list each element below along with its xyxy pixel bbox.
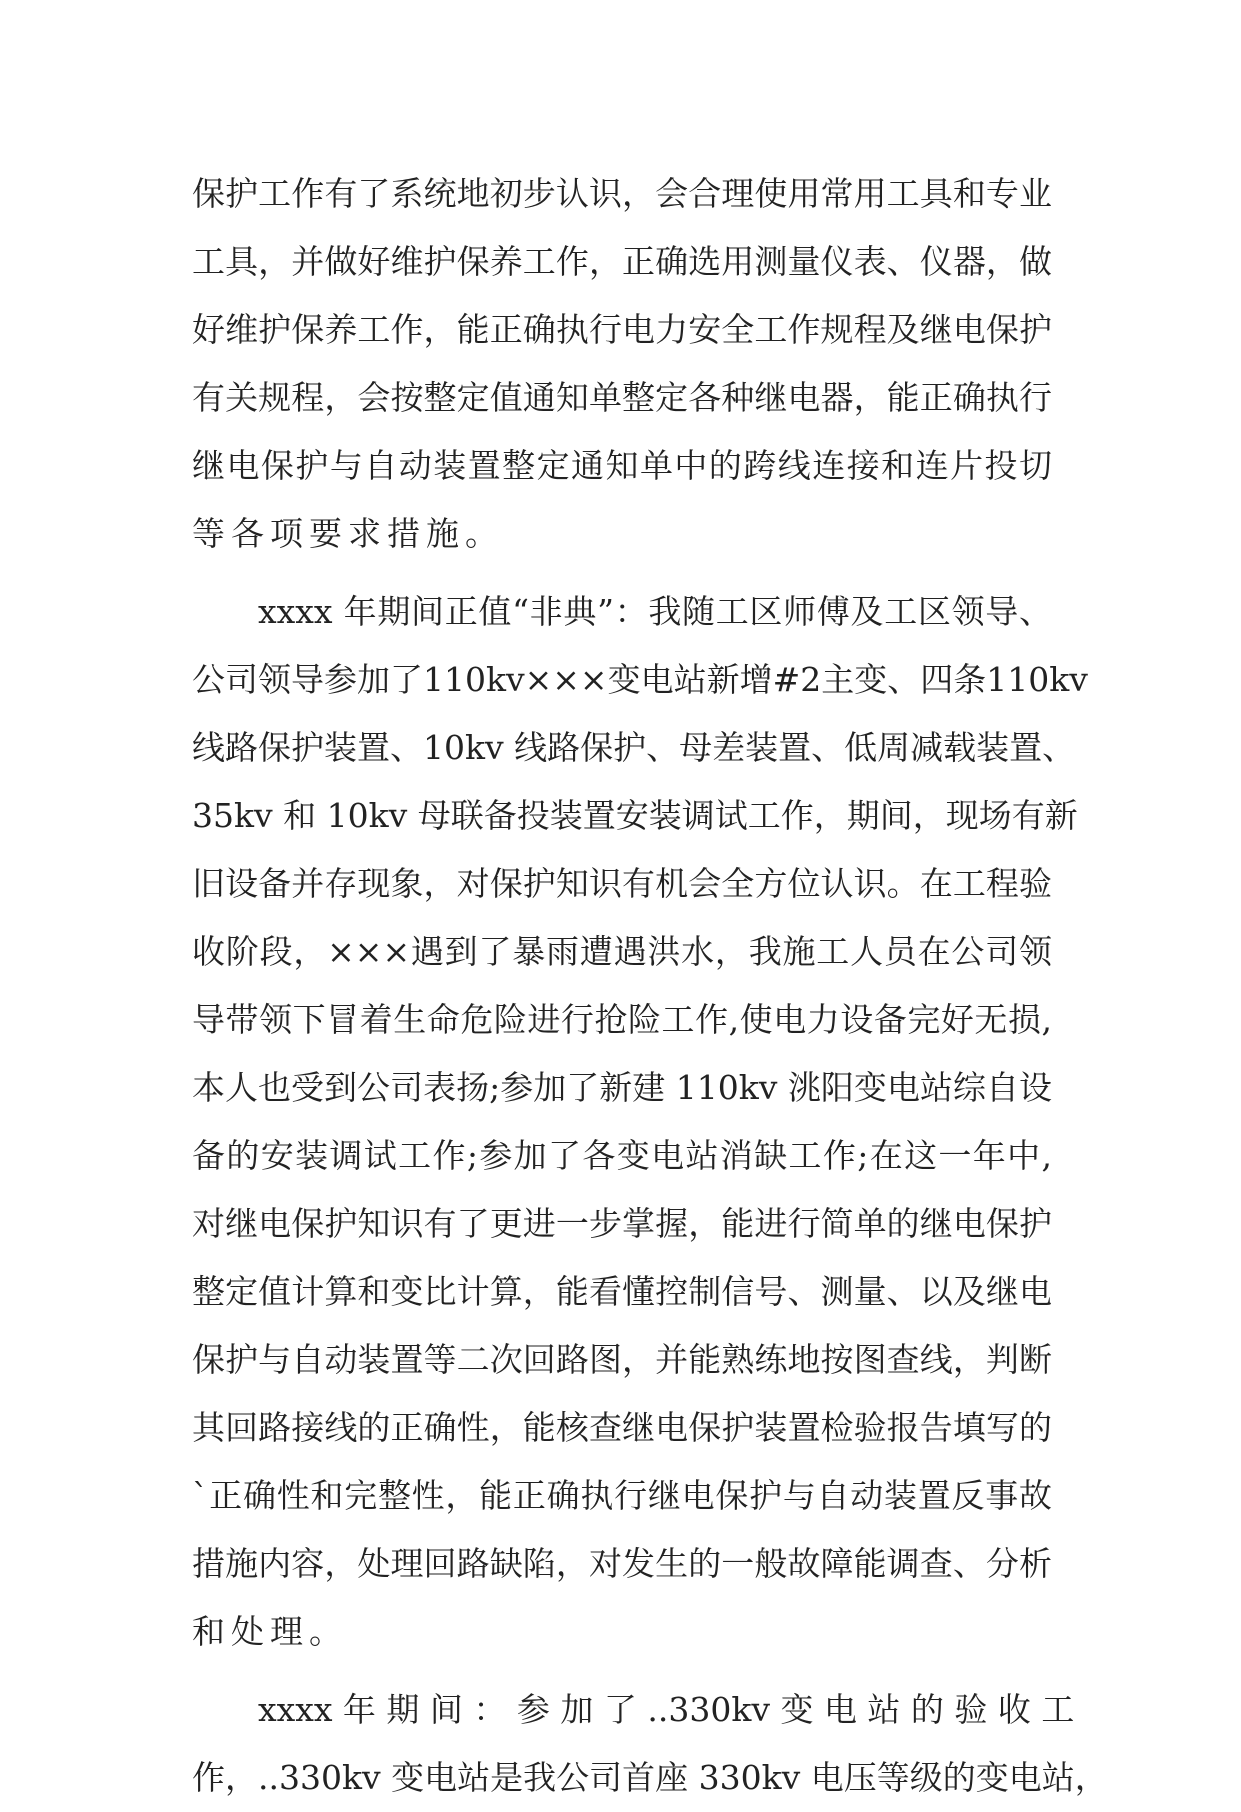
text-line: 保护与自动装置等二次回路图，并能熟练地按图查线，判断	[192, 1340, 1052, 1379]
text-line: 旧设备并存现象，对保护知识有机会全方位认识。在工程验	[192, 864, 1052, 903]
text-line: `正确性和完整性，能正确执行继电保护与自动装置反事故	[192, 1476, 1052, 1515]
text-line: 继电保护与自动装置整定通知单中的跨线连接和连片投切	[192, 446, 1052, 485]
paragraph-2	[192, 578, 1088, 1666]
paragraph-gap	[192, 568, 1052, 578]
text-line: xxxx 年期间正值“非典”：我随工区师傅及工区领导、	[258, 592, 1052, 631]
text-line: 本人也受到公司表扬;参加了新建 110kv 洮阳变电站综自设	[192, 1068, 1052, 1107]
text-line: 措施内容，处理回路缺陷，对发生的一般故障能调查、分析	[192, 1544, 1052, 1583]
text-line: 等各项要求措施。	[192, 514, 504, 553]
text-line: 好维护保养工作，能正确执行电力安全工作规程及继电保护	[192, 310, 1052, 349]
paragraph-gap	[192, 1666, 1052, 1676]
text-line: xxxx 年 期 间 ： 参 加 了 ..330kv 变 电 站 的 验 收 工	[258, 1690, 1075, 1729]
text-line: 整定值计算和变比计算，能看懂控制信号、测量、以及继电	[192, 1272, 1052, 1311]
text-line: 作，..330kv 变电站是我公司首座 330kv 电压等级的变电站，	[192, 1758, 1108, 1797]
text-line: 线路保护装置、10kv 线路保护、母差装置、低周减载装置、	[192, 728, 1076, 767]
paragraph-3	[192, 1676, 1108, 1812]
text-line: 有关规程，会按整定值通知单整定各种继电器，能正确执行	[192, 378, 1052, 417]
paragraph-1	[192, 160, 1052, 568]
text-line: 其回路接线的正确性，能核查继电保护装置检验报告填写的	[192, 1408, 1052, 1447]
text-line: 备的安装调试工作;参加了各变电站消缺工作;在这一年中,	[192, 1136, 1052, 1175]
text-line: 工具，并做好维护保养工作，正确选用测量仪表、仪器，做	[192, 242, 1052, 281]
text-line: 公司领导参加了110kv×××变电站新增#2主变、四条110kv	[192, 660, 1088, 699]
text-line: 和处理。	[192, 1612, 348, 1651]
text-line: 导带领下冒着生命危险进行抢险工作,使电力设备完好无损,	[192, 1000, 1052, 1039]
text-line: 对继电保护知识有了更进一步掌握，能进行简单的继电保护	[192, 1204, 1052, 1243]
text-line: 收阶段，×××遇到了暴雨遭遇洪水，我施工人员在公司领	[192, 932, 1052, 971]
text-line: 保护工作有了系统地初步认识，会合理使用常用工具和专业	[192, 174, 1052, 213]
document-body	[192, 160, 1108, 1812]
text-line: 35kv 和 10kv 母联备投装置安装调试工作，期间，现场有新	[192, 796, 1078, 835]
